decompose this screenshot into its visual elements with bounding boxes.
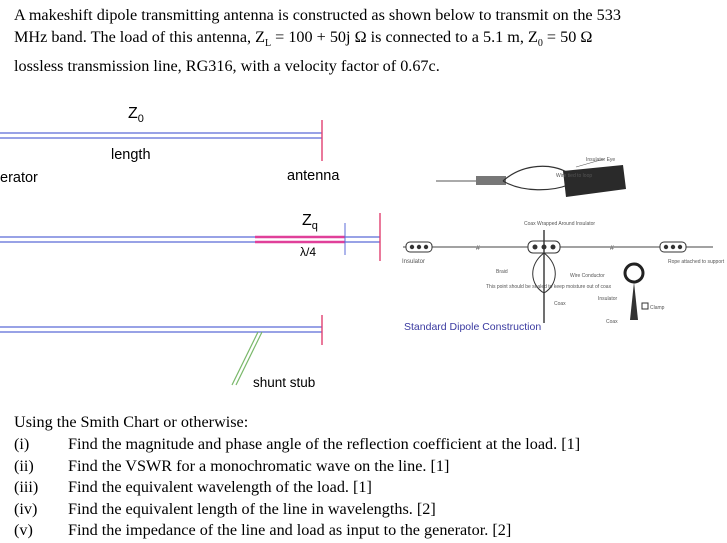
left-insulator-bead-1 (410, 245, 414, 249)
generator-label: erator (0, 170, 38, 186)
seal-note-text: This point should be sealed to keep moisture out of coax (486, 284, 612, 290)
dipole-caption: Standard Dipole Construction (404, 321, 542, 333)
inset-loop-lower (503, 181, 568, 190)
wire-mark-right: # (610, 245, 614, 252)
questions-lead: Using the Smith Chart or otherwise: (14, 413, 249, 431)
stub-label: shunt stub (253, 375, 316, 390)
right-coax-drop (630, 282, 638, 320)
intro-line-1: A makeshift dipole transmitting antenna is constructed as shown below to transmit on the 533 (14, 6, 621, 24)
question-number: (ii) (14, 456, 34, 475)
question-text: Find the equivalent length of the line in wavelengths. [2] (68, 499, 436, 518)
problem-intro (14, 4, 720, 77)
right-insulator-text: Insulator (598, 296, 618, 302)
question-number: (iii) (14, 478, 39, 497)
question-item (14, 520, 580, 542)
question-number: (v) (14, 521, 33, 540)
right-bead-1 (664, 245, 668, 249)
z0-label: $Z_0$ (128, 105, 144, 126)
question-item (14, 456, 580, 478)
right-eye (625, 264, 643, 282)
right-bead-2 (671, 245, 675, 249)
right-coax-text: Coax (606, 319, 618, 325)
question-item (14, 499, 580, 521)
left-insulator-text: Insulator (402, 259, 426, 265)
tied-text: Wire tied to loop (556, 173, 593, 179)
clamp-box (642, 303, 648, 309)
center-bead-3 (551, 245, 556, 250)
inset-coil (476, 176, 506, 185)
length-label: length (111, 147, 151, 163)
right-bead-3 (678, 245, 682, 249)
center-bead-1 (533, 245, 538, 250)
left-insulator-bead-3 (424, 245, 428, 249)
clamp-text: Clamp (650, 305, 665, 311)
wire-mark-left: # (476, 245, 480, 252)
coax-mid-text: Coax (554, 301, 566, 307)
inset-insulator (563, 165, 626, 197)
insulator-eye-text: Insulator Eye (586, 157, 616, 163)
questions-list (14, 434, 580, 542)
left-insulator-bead-2 (417, 245, 421, 249)
wrapped-text: Coax Wrapped Around Insulator (524, 221, 596, 227)
intro-line-2: MHz band. The load of this antenna, $Z_L = 100 + 50j$ Ω is connected to a 5.1 m, $Z_0 = 50$ Ω (14, 28, 593, 50)
wire-conductor-text: Wire Conductor (570, 273, 605, 279)
zq-label: $Z_q$ (302, 212, 318, 233)
braid-text: Braid (496, 269, 508, 275)
intro-line-3: lossless transmission line, RG316, with a velocity factor of 0.67c. (14, 57, 440, 76)
question-number: (iv) (14, 499, 38, 518)
quarter-wave-label: λ/4 (300, 245, 317, 259)
transmission-line-diagram (0, 95, 390, 395)
antenna-label: antenna (287, 168, 340, 184)
rope-text: Rope attached to support (668, 259, 725, 265)
question-text: Find the impedance of the line and load as input to the generator. [2] (68, 521, 512, 540)
question-item (14, 477, 580, 499)
question-number: (i) (14, 435, 30, 453)
question-text: Find the magnitude and phase angle of the reflection coefficient at the load. [1] (68, 435, 581, 453)
question-item (14, 434, 580, 456)
question-text: Find the VSWR for a monochromatic wave on the line. [1] (68, 456, 450, 475)
dipole-construction-figure (398, 155, 725, 345)
question-text: Find the equivalent wavelength of the load. [1] (68, 478, 372, 497)
